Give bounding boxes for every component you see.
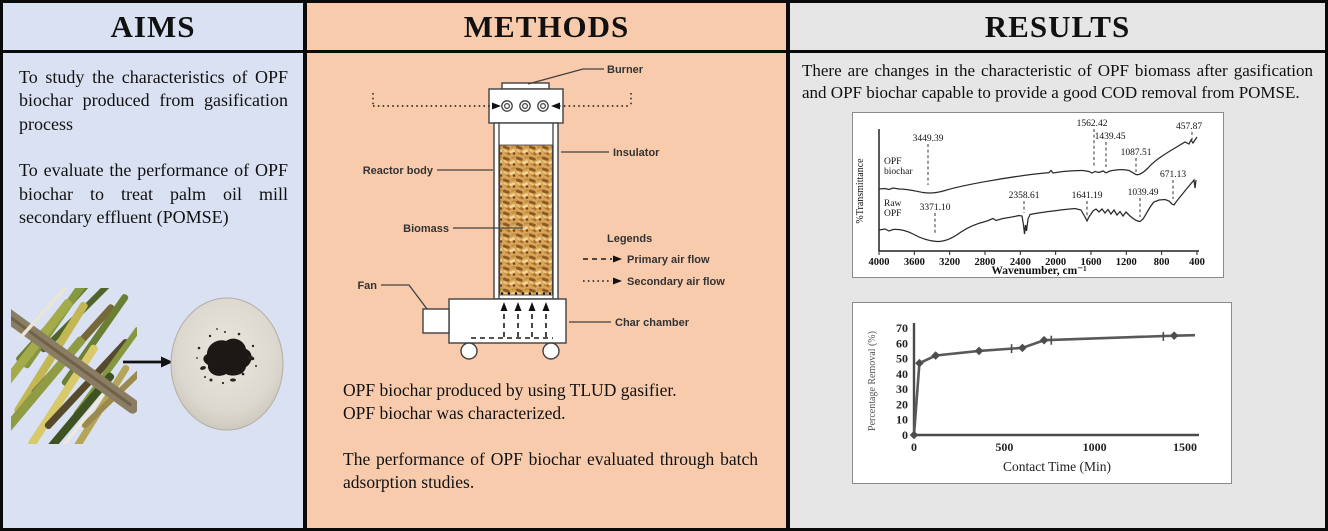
aims-body	[3, 53, 303, 528]
x-tick-label: 3600	[903, 257, 925, 269]
aims-title: AIMS	[110, 8, 196, 44]
methods-title: METHODS	[463, 8, 630, 44]
data-point-marker	[931, 351, 940, 360]
y-tick-label: 10	[896, 412, 908, 427]
x-tick-label: 0	[911, 440, 917, 455]
diagram-legend	[583, 233, 725, 288]
peak-annotation: 1439.45	[1094, 132, 1126, 143]
aims-paragraph-2: To evaluate the performance of OPF biochar to treat palm oil mill secondary effluent (POMSE)	[19, 160, 288, 227]
flow-arrow-icon	[613, 256, 622, 263]
results-title: RESULTS	[984, 8, 1131, 44]
peak-annotation: 3371.10	[919, 203, 951, 214]
series-label-raw-opf: OPF	[884, 209, 902, 220]
y-tick-label: 60	[896, 336, 908, 351]
burner-label: Burner	[607, 64, 644, 76]
opf-frond-photo	[11, 288, 149, 446]
biomass-label: Biomass	[403, 223, 449, 235]
arrow-icon	[123, 357, 173, 368]
results-body	[790, 53, 1325, 528]
y-tick-label: 20	[896, 397, 908, 412]
legend-secondary-label: Secondary air flow	[627, 276, 725, 288]
data-point-marker	[1170, 332, 1179, 341]
methods-paragraph-1	[343, 379, 758, 425]
x-tick-label: 1600	[1080, 257, 1102, 269]
ftir-ylabel: %Transmittance	[855, 158, 866, 224]
char-chamber-box	[449, 299, 566, 343]
results-header	[790, 3, 1325, 53]
aims-text	[3, 53, 303, 229]
cod-xlabel: Contact Time (Min)	[1002, 459, 1112, 475]
peak-annotation: 671.13	[1159, 170, 1187, 181]
legend-primary-label: Primary air flow	[627, 254, 710, 266]
burner-ports	[502, 101, 548, 111]
aims-panel	[3, 3, 303, 528]
ftir-plot	[853, 113, 1223, 277]
x-tick-label: 2400	[1009, 257, 1031, 269]
peak-annotation: 457.87	[1175, 122, 1203, 133]
cod-plot	[853, 303, 1231, 483]
char-chamber-label: Char chamber	[615, 317, 689, 329]
data-point-marker	[1040, 336, 1049, 345]
methods-panel	[303, 3, 790, 528]
cod-ylabel: Percentage Removal (%)	[867, 331, 878, 432]
x-tick-label: 800	[1153, 257, 1170, 269]
fan-leader	[381, 285, 427, 309]
biomass-fill	[500, 145, 553, 295]
reactor-body-label: Reactor body	[362, 165, 433, 177]
legend-title: Legends	[607, 233, 653, 245]
x-tick-label: 2000	[1045, 257, 1067, 269]
methods-line-2: OPF biochar was characterized.	[343, 403, 566, 424]
data-point-marker	[1018, 344, 1027, 353]
x-tick-label: 1000	[1082, 440, 1107, 455]
methods-body	[307, 53, 786, 528]
y-tick-label: 50	[896, 351, 908, 366]
biochar-dish-photo	[171, 298, 283, 430]
aims-paragraph-1: To study the characteristics of OPF biochar produced from gasification process	[19, 67, 288, 134]
cod-removal-chart	[852, 302, 1232, 484]
data-point-marker	[915, 359, 924, 368]
wheel	[543, 343, 559, 359]
x-tick-label: 400	[1189, 257, 1205, 269]
results-panel	[790, 3, 1325, 528]
aims-figure	[11, 288, 301, 446]
fan-box	[423, 309, 449, 333]
series-label-opf-biochar: biochar	[884, 167, 913, 178]
cod-series-line	[914, 335, 1195, 435]
data-point-marker	[975, 347, 984, 356]
y-tick-label: 70	[896, 321, 908, 336]
series-label-raw-opf: Raw	[884, 199, 902, 210]
methods-paragraph-2: The performance of OPF biochar evaluated through batch adsorption studies.	[343, 449, 758, 493]
methods-header	[307, 3, 786, 53]
fan-label: Fan	[357, 280, 377, 292]
peak-annotation: 1087.51	[1120, 148, 1152, 159]
methods-text	[343, 379, 758, 494]
data-point-marker	[910, 431, 919, 440]
ftir-xlabel: Wavenumber, cm⁻¹	[991, 265, 1087, 278]
tlud-gasifier-diagram	[321, 57, 779, 371]
burner-lid	[502, 83, 549, 89]
ftir-chart	[852, 112, 1224, 278]
burner-leader	[528, 69, 604, 84]
opf-to-biochar-illustration	[11, 288, 301, 446]
wheel	[461, 343, 477, 359]
x-tick-label: 2800	[974, 257, 996, 269]
peak-annotation: 2358.61	[1008, 191, 1040, 202]
peak-annotation: 1562.42	[1076, 119, 1108, 130]
peak-annotation: 1039.49	[1127, 188, 1159, 199]
results-text	[790, 53, 1325, 104]
peak-annotation: 3449.39	[912, 134, 944, 145]
y-tick-label: 30	[896, 382, 908, 397]
x-tick-label: 1200	[1115, 257, 1137, 269]
y-tick-label: 0	[902, 428, 908, 443]
aims-header	[3, 3, 303, 53]
results-paragraph: There are changes in the characteristic of OPF biomass after gasification and OPF biochar capable to provide a good COD removal from POMSE.	[802, 61, 1313, 103]
y-tick-label: 40	[896, 367, 908, 382]
methods-line-1: OPF biochar produced by using TLUD gasifier.	[343, 380, 677, 400]
x-tick-label: 3200	[939, 257, 961, 269]
peak-annotation: 1641.19	[1071, 191, 1103, 202]
ftir-curve-opf-biochar	[879, 137, 1197, 193]
x-tick-label: 500	[995, 440, 1014, 455]
x-tick-label: 1500	[1173, 440, 1197, 455]
series-label-opf-biochar: OPF	[884, 157, 902, 168]
x-tick-label: 4000	[868, 257, 890, 269]
insulator-label: Insulator	[613, 147, 660, 159]
flow-arrow-icon	[613, 278, 622, 285]
